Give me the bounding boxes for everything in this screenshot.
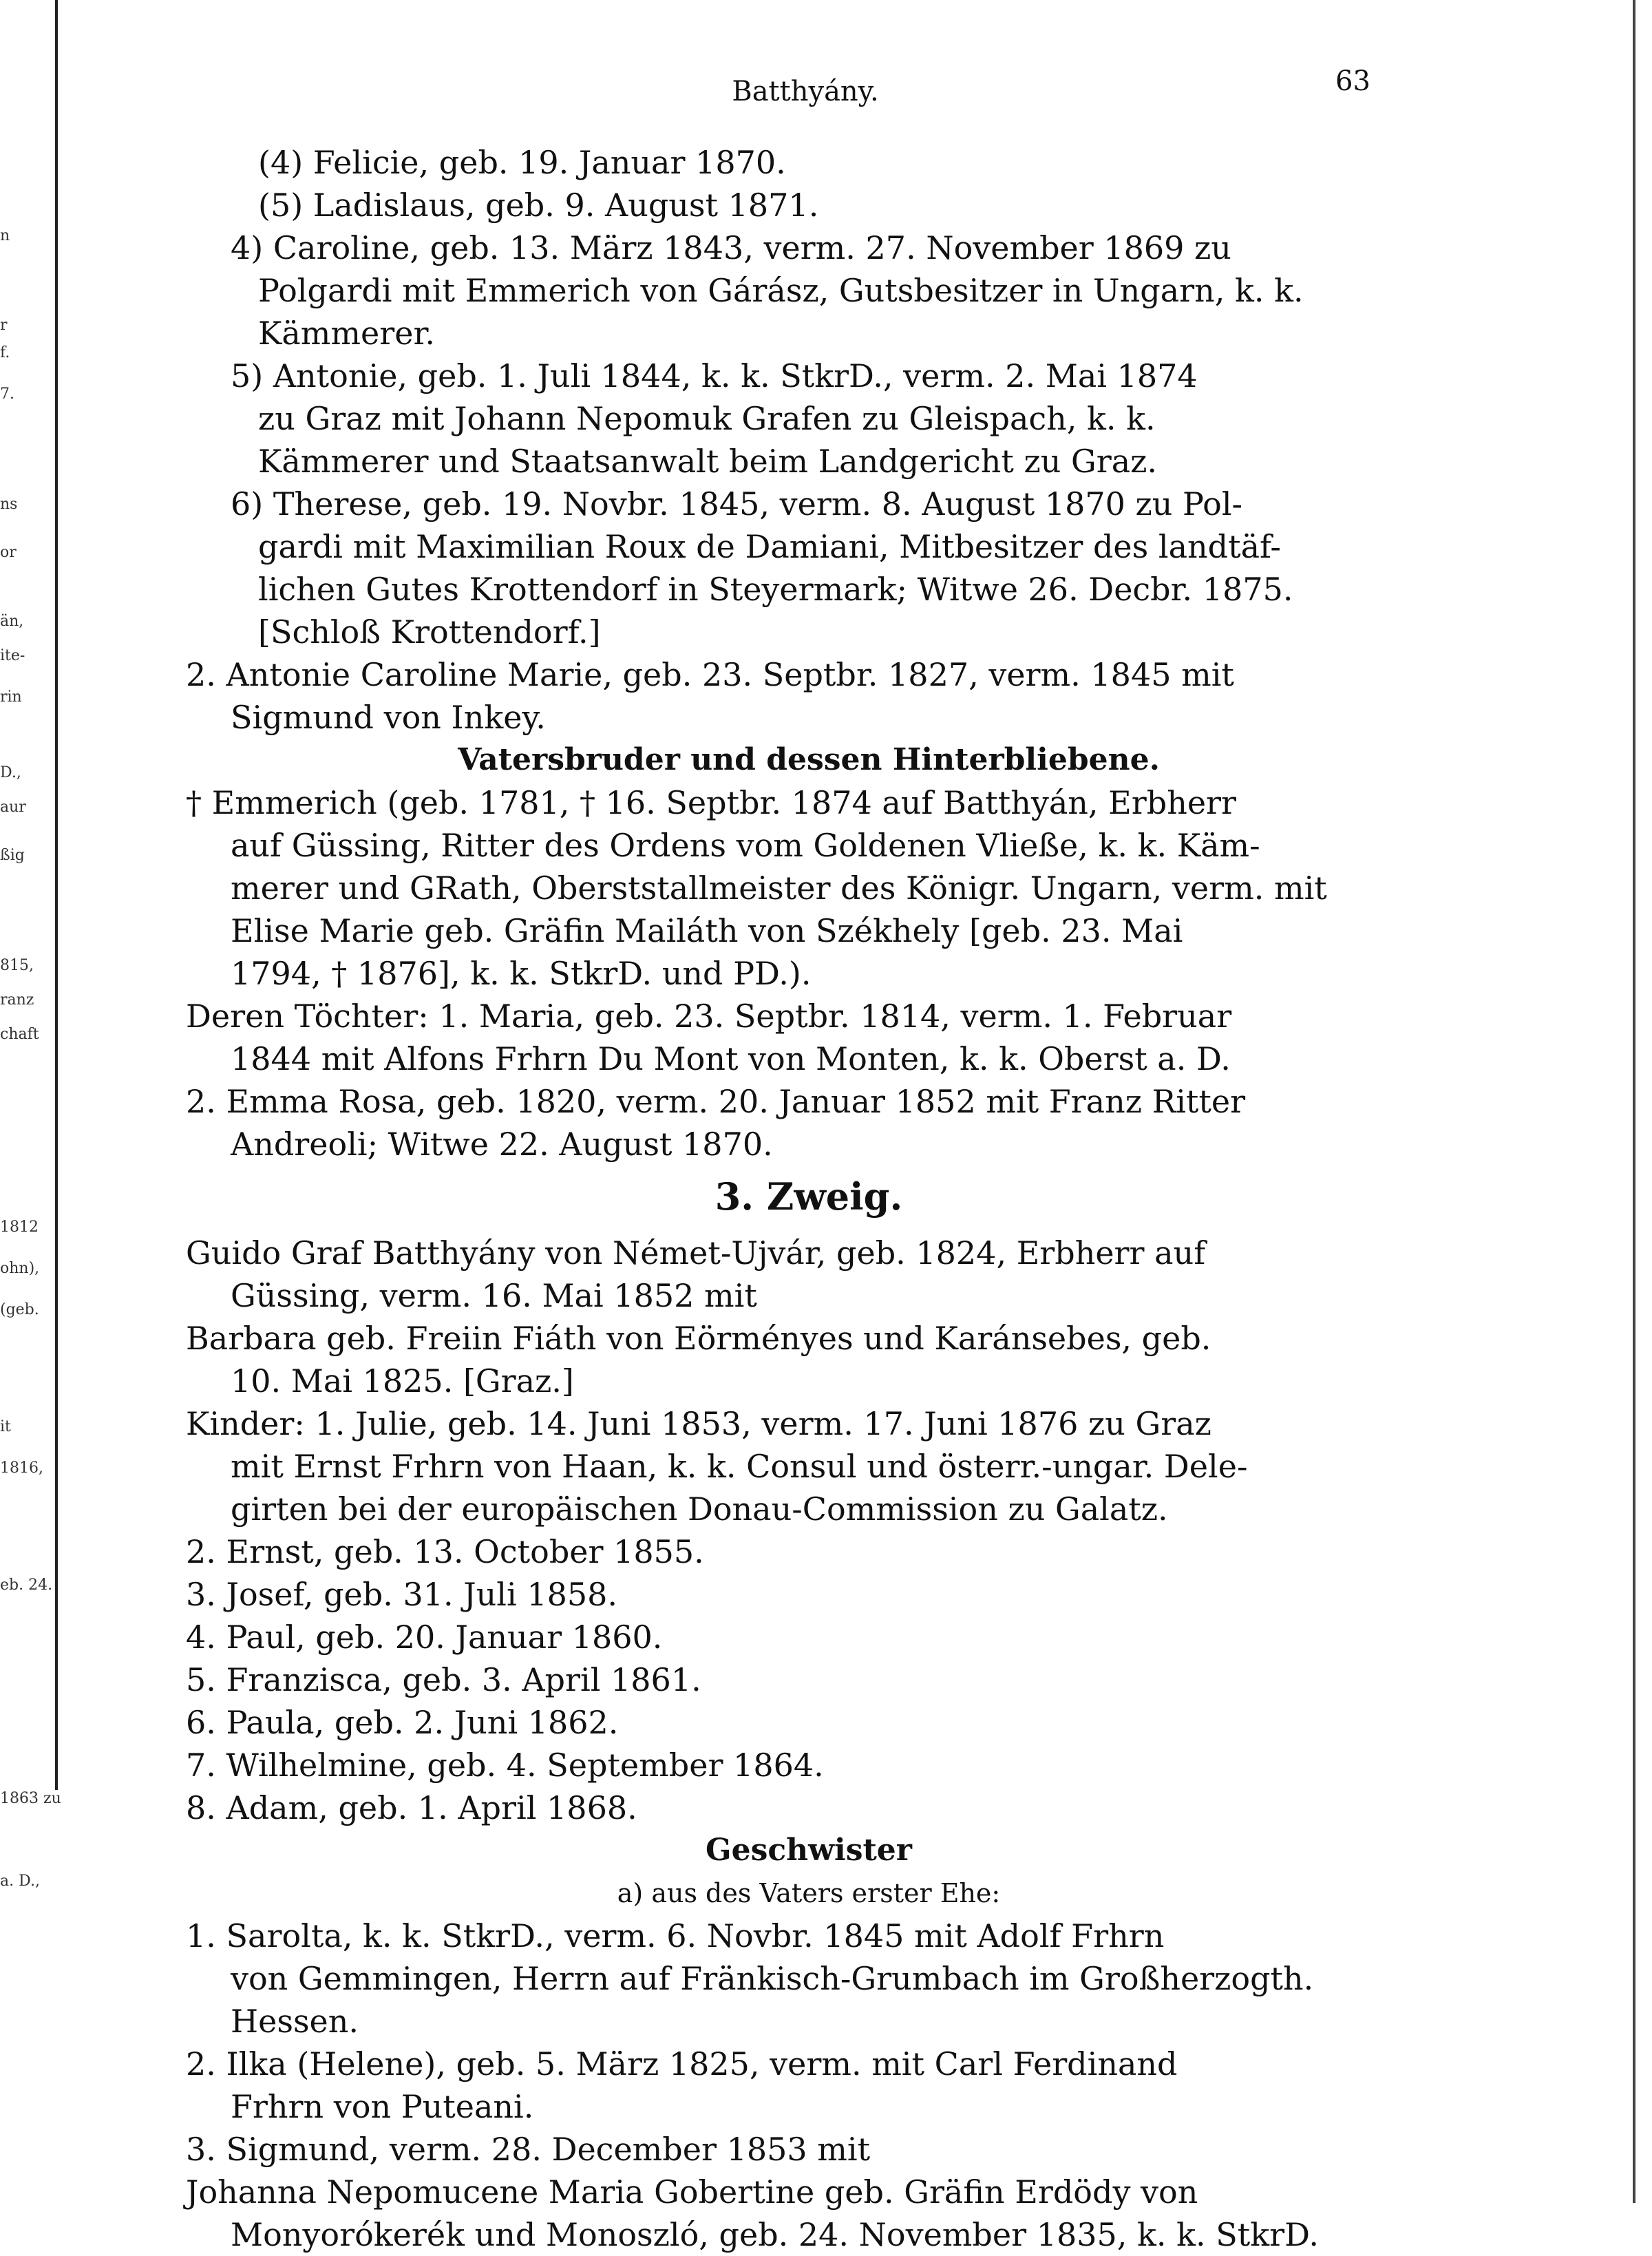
text-line: 6. Paula, geb. 2. Juni 1862. bbox=[186, 1704, 619, 1741]
text-line: 1. Sarolta, k. k. StkrD., verm. 6. Novbr. 1845 mit Adolf Frhrn bbox=[186, 1917, 1165, 1954]
text-line: Kinder: 1. Julie, geb. 14. Juni 1853, verm. 17. Juni 1876 zu Graz bbox=[186, 1405, 1211, 1442]
text-line: Frhrn von Puteani. bbox=[231, 2088, 534, 2125]
text-line: [Schloß Krottendorf.] bbox=[258, 613, 601, 651]
text-line: Polgardi mit Emmerich von Gárász, Gutsbesitzer in Ungarn, k. k. bbox=[258, 272, 1304, 309]
text-line: Elise Marie geb. Gräfin Mailáth von Székhely [geb. 23. Mai bbox=[231, 912, 1183, 949]
margin-fragment: ßig bbox=[0, 847, 25, 864]
text-line: 2. Ilka (Helene), geb. 5. März 1825, verm. mit Carl Ferdinand bbox=[186, 2045, 1178, 2083]
text-line: 3. Josef, geb. 31. Juli 1858. bbox=[186, 1576, 618, 1613]
text-line: Kämmerer. bbox=[258, 315, 436, 352]
margin-fragment: f. bbox=[0, 344, 10, 361]
text-line: Güssing, verm. 16. Mai 1852 mit bbox=[231, 1277, 757, 1314]
margin-fragment: 1812 bbox=[0, 1219, 39, 1236]
text-line: (4) Felicie, geb. 19. Januar 1870. bbox=[258, 144, 786, 181]
left-margin-fragments bbox=[0, 0, 61, 2203]
text-line: 5) Antonie, geb. 1. Juli 1844, k. k. StkrD., verm. 2. Mai 1874 bbox=[231, 357, 1198, 394]
text-line: Deren Töchter: 1. Maria, geb. 23. Septbr. 1814, verm. 1. Februar bbox=[186, 998, 1232, 1035]
margin-fragment: 1863 zu bbox=[0, 1790, 61, 1807]
page-header-title: Batthyány. bbox=[732, 76, 879, 107]
text-line: Sigmund von Inkey. bbox=[231, 699, 546, 736]
margin-fragment: 7. bbox=[0, 386, 14, 403]
margin-fragment: 815, bbox=[0, 957, 34, 974]
text-line: 1794, † 1876], k. k. StkrD. und PD.). bbox=[231, 955, 812, 992]
genealogy-text-body bbox=[172, 141, 1446, 2256]
text-line: Barbara geb. Freiin Fiáth von Eörményes und Karánsebes, geb. bbox=[186, 1320, 1211, 1357]
text-line: † Emmerich (geb. 1781, † 16. Septbr. 1874 auf Batthyán, Erbherr bbox=[186, 784, 1237, 821]
margin-fragment: it bbox=[0, 1418, 11, 1435]
text-line: Monyorókerék und Monoszló, geb. 24. November 1835, k. k. StkrD. bbox=[231, 2216, 1319, 2253]
text-line: merer und GRath, Oberststallmeister des Königr. Ungarn, verm. mit bbox=[231, 869, 1327, 907]
text-line: a) aus des Vaters erster Ehe: bbox=[617, 1878, 1001, 1908]
text-line: von Gemmingen, Herrn auf Fränkisch-Grumbach im Großherzogth. bbox=[231, 1960, 1314, 1997]
margin-fragment: 1816, bbox=[0, 1459, 43, 1477]
text-line: Andreoli; Witwe 22. August 1870. bbox=[231, 1126, 773, 1163]
text-line: 8. Adam, geb. 1. April 1868. bbox=[186, 1789, 637, 1826]
text-line: gardi mit Maximilian Roux de Damiani, Mitbesitzer des landtäf- bbox=[258, 528, 1281, 565]
page-edge-right bbox=[1633, 0, 1635, 2203]
text-line: 4) Caroline, geb. 13. März 1843, verm. 27. November 1869 zu bbox=[231, 229, 1231, 266]
page-number: 63 bbox=[1335, 65, 1370, 97]
margin-fragment: ohn), bbox=[0, 1260, 40, 1277]
text-line: 3. Sigmund, verm. 28. December 1853 mit bbox=[186, 2131, 871, 2168]
text-line: 10. Mai 1825. [Graz.] bbox=[231, 1362, 574, 1400]
margin-fragment: a. D., bbox=[0, 1873, 40, 1890]
text-line: Guido Graf Batthyány von Német-Ujvár, geb. 1824, Erbherr auf bbox=[186, 1234, 1206, 1272]
margin-fragment: chaft bbox=[0, 1026, 39, 1043]
text-line: 3. Zweig. bbox=[714, 1175, 903, 1219]
text-line: lichen Gutes Krottendorf in Steyermark; Witwe 26. Decbr. 1875. bbox=[258, 571, 1293, 608]
margin-fragment: eb. 24. bbox=[0, 1577, 53, 1594]
text-line: Johanna Nepomucene Maria Gobertine geb. Gräfin Erdödy von bbox=[186, 2173, 1198, 2211]
margin-fragment: r bbox=[0, 317, 8, 334]
text-line: zu Graz mit Johann Nepomuk Grafen zu Gleispach, k. k. bbox=[258, 400, 1156, 437]
text-line: 5. Franzisca, geb. 3. April 1861. bbox=[186, 1661, 701, 1698]
margin-fragment: or bbox=[0, 544, 17, 561]
text-line: 2. Antonie Caroline Marie, geb. 23. Septbr. 1827, verm. 1845 mit bbox=[186, 656, 1234, 693]
margin-fragment: ns bbox=[0, 496, 18, 513]
margin-fragment: ranz bbox=[0, 991, 34, 1009]
text-line: 7. Wilhelmine, geb. 4. September 1864. bbox=[186, 1747, 824, 1784]
text-line: Vatersbruder und dessen Hinterbliebene. bbox=[458, 742, 1160, 777]
margin-fragment: n bbox=[0, 227, 10, 244]
text-line: Kämmerer und Staatsanwalt beim Landgericht zu Graz. bbox=[258, 443, 1158, 480]
text-line: (5) Ladislaus, geb. 9. August 1871. bbox=[258, 187, 819, 224]
text-line: Hessen. bbox=[231, 2003, 359, 2040]
margin-fragment: D., bbox=[0, 764, 21, 781]
margin-fragment: aur bbox=[0, 799, 26, 816]
text-line: 1844 mit Alfons Frhrn Du Mont von Monten, k. k. Oberst a. D. bbox=[231, 1040, 1231, 1077]
text-line: mit Ernst Frhrn von Haan, k. k. Consul und österr.-ungar. Dele- bbox=[231, 1448, 1248, 1485]
margin-fragment: rin bbox=[0, 688, 22, 706]
margin-fragment: ite- bbox=[0, 647, 25, 664]
text-line: girten bei der europäischen Donau-Commission zu Galatz. bbox=[231, 1490, 1168, 1528]
text-line: Geschwister bbox=[706, 1833, 912, 1868]
margin-fragment: (geb. bbox=[0, 1301, 39, 1318]
text-line: auf Güssing, Ritter des Ordens vom Goldenen Vließe, k. k. Käm- bbox=[231, 827, 1260, 864]
text-line: 2. Emma Rosa, geb. 1820, verm. 20. Januar 1852 mit Franz Ritter bbox=[186, 1083, 1246, 1120]
text-line: 4. Paul, geb. 20. Januar 1860. bbox=[186, 1619, 663, 1656]
page-edge-left bbox=[55, 0, 58, 1790]
text-line: 2. Ernst, geb. 13. October 1855. bbox=[186, 1533, 704, 1570]
text-line: 6) Therese, geb. 19. Novbr. 1845, verm. 8. August 1870 zu Pol- bbox=[231, 485, 1243, 523]
margin-fragment: än, bbox=[0, 613, 24, 630]
